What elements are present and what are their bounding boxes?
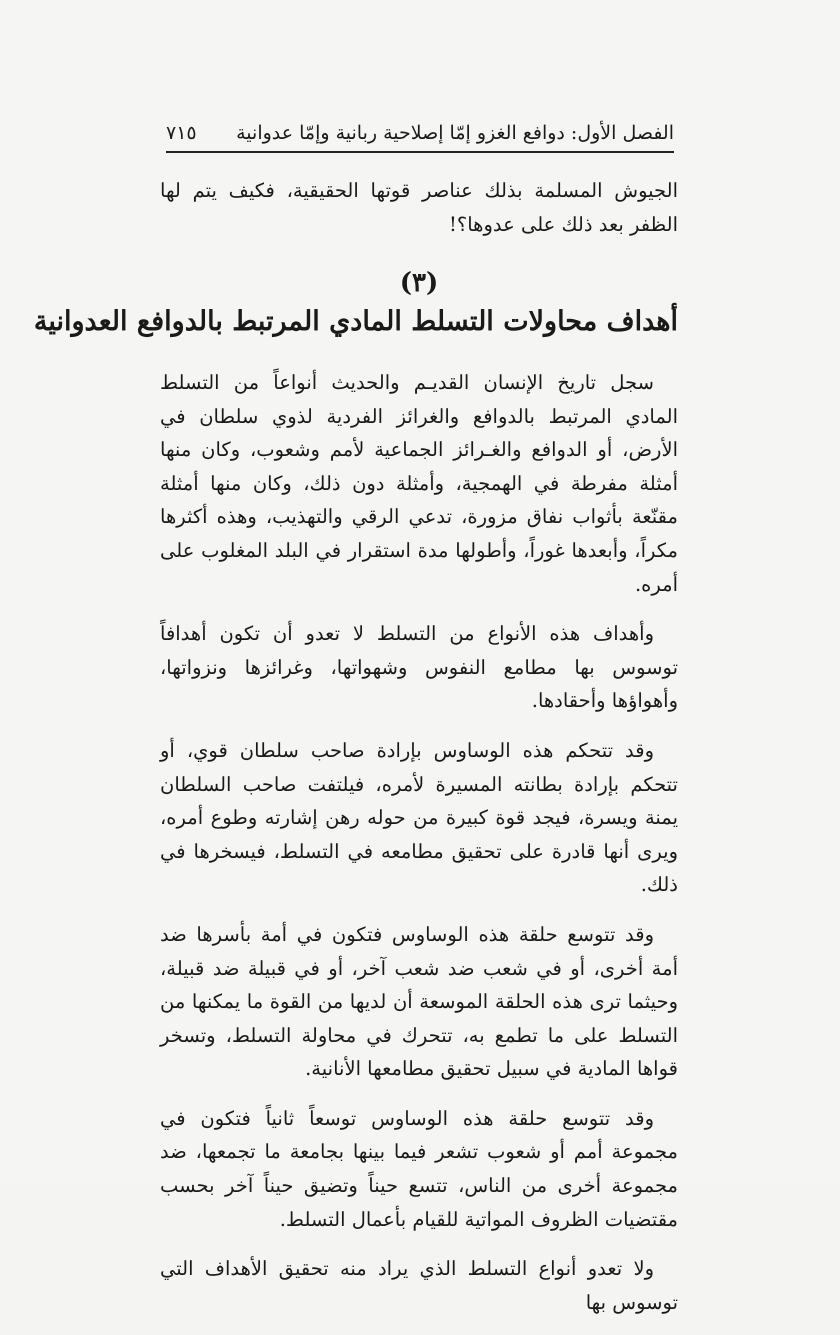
paragraph: وقد تتوسع حلقة هذه الوساوس فتكون في أمة بأسرها ضد أمة أخرى، أو في شعب ضد شعب آخر، أو في قبيلة ضد قبيلة، وحيثما ترى هذه الحلقة الموسعة أن لديها من القوة ما يمكنها من التسلط على ما تطمع به، تتحرك في محاولة التسلط، وتسخر قواها المادية في سبيل تحقيق مطامعها الأنانية.	[160, 922, 678, 1081]
page-number: ٧١٥	[166, 122, 197, 144]
section-number: (٣)	[399, 268, 439, 298]
continuation-paragraph: الجيوش المسلمة بذلك عناصر قوتها الحقيقية، فكيف يتم لها الظفر بعد ذلك على عدوها؟!	[160, 179, 678, 236]
section-title: أهداف محاولات التسلط المادي المرتبط بالدوافع العدوانية	[33, 306, 678, 337]
paragraph: وقد تتوسع حلقة هذه الوساوس توسعاً ثانياً فتكون في مجموعة أمم أو شعوب تشعر فيما بينها بجامعة ما تجمعها، ضد مجموعة أخرى من الناس، تتسع حيناً وتضيق حيناً آخر بحسب مقتضيات الظروف المواتية للقيام بأعمال التسلط.	[160, 1106, 678, 1231]
paragraph: وأهداف هذه الأنواع من التسلط لا تعدو أن تكون أهدافاً توسوس بها مطامع النفوس وشهواتها، وغرائزها ونزواتها، وأهواؤها وأحقادها.	[160, 622, 678, 713]
paragraph: ولا تعدو أنواع التسلط الذي يراد منه تحقيق الأهداف التي توسوس بها	[160, 1257, 678, 1314]
header-rule	[166, 151, 674, 153]
chapter-title: الفصل الأول: دوافع الغزو إمّا إصلاحية ربانية وإمّا عدوانية	[236, 122, 674, 144]
paragraph: وقد تتحكم هذه الوساوس بإرادة صاحب سلطان قوي، أو تتحكم بإرادة بطانته المسيرة لأمره، فيلتفت صاحب السلطان يمنة ويسرة، فيجد قوة كبيرة من حوله رهن إشارته وطوع أمره، ويرى أنها قادرة على تحقيق مطامعه في التسلط، فيسخرها في ذلك.	[160, 738, 678, 897]
running-header	[166, 116, 674, 150]
body-text	[160, 366, 678, 1335]
paragraph: سجل تاريخ الإنسان القديـم والحديث أنواعاً من التسلط المادي المرتبط بالدوافع والغرائز الفردية لذوي سلطان في الأرض، أو الدوافع والغـرائز الجماعية لأمم وشعوب، وكان منها أمثلة مفرطة في الهمجية، وأمثلة دون ذلك، وكان منها أمثلة مقنّعة بأثواب نفاق مزورة، تدعي الرقي والتهذيب، وهذه أكثرها مكراً، وأبعدها غوراً، وأطولها مدة استقرار في البلد المغلوب على أمره.	[160, 371, 678, 596]
